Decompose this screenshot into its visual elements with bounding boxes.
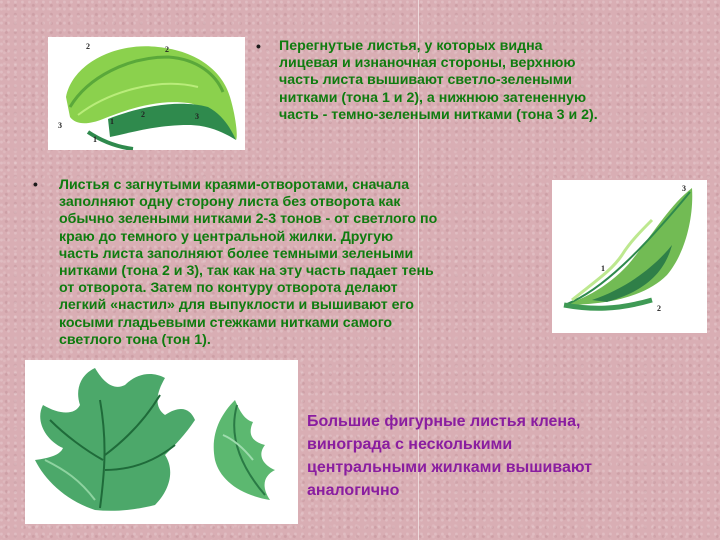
text-line: светлого тона (тон 1). bbox=[59, 331, 211, 348]
text-line: винограда с несколькими bbox=[307, 436, 513, 453]
large-leaves-note bbox=[307, 410, 592, 502]
label-1: 1 bbox=[601, 264, 605, 273]
text-line: часть листа заполняют более темными зелеными bbox=[59, 245, 414, 262]
text-line: краю до темного у центральной жилки. Другую bbox=[59, 228, 394, 245]
text-line: лицевая и изнаночная стороны, верхнюю bbox=[279, 55, 576, 72]
text-line: нитками (тона 2 и 3), так как на эту часть падает тень bbox=[59, 263, 434, 280]
text-line: Большие фигурные листья клена, bbox=[307, 413, 581, 430]
text-line: часть листа вышивают светло-зелеными bbox=[279, 72, 572, 89]
label-3-right: 3 bbox=[195, 112, 199, 121]
maple-leaf-illustration bbox=[25, 360, 298, 524]
label-3: 3 bbox=[682, 184, 686, 193]
bullet-1: • bbox=[256, 38, 261, 54]
text-line: обычно зелеными нитками 2-3 тонов - от светлого по bbox=[59, 211, 438, 228]
label-1-middle: 1 bbox=[110, 117, 114, 126]
label-2-middle: 2 bbox=[141, 110, 145, 119]
text-line: Листья с загнутыми краями-отворотами, сначала bbox=[59, 177, 410, 193]
folded-leaves-paragraph bbox=[279, 38, 598, 124]
curled-leaf-drawing bbox=[552, 180, 707, 333]
curled-leaf-illustration bbox=[552, 180, 707, 333]
text-line: Перегнутые листья, у которых видна bbox=[279, 38, 543, 54]
curled-edge-leaves-paragraph bbox=[59, 177, 437, 349]
text-line: центральными жилками вышивают bbox=[307, 459, 593, 476]
text-line: часть - темно-зелеными нитками (тона 3 и 2). bbox=[279, 106, 598, 123]
label-2-top: 2 bbox=[86, 42, 90, 51]
label-2: 2 bbox=[657, 304, 661, 313]
text-line: аналогично bbox=[307, 482, 400, 499]
label-3-left: 3 bbox=[58, 121, 62, 130]
text-line: косыми гладьевыми стежками нитками самого bbox=[59, 314, 393, 331]
maple-leaf-drawing bbox=[25, 360, 298, 524]
bullet-2: • bbox=[33, 176, 38, 192]
text-line: легкий «настил» для выпуклости и вышивают его bbox=[59, 297, 414, 314]
folded-leaf-drawing bbox=[48, 37, 245, 150]
text-line: от отворота. Затем по контуру отворота делают bbox=[59, 280, 398, 297]
text-line: нитками (тона 1 и 2), а нижнюю затененную bbox=[279, 89, 587, 106]
text-line: заполняют одну сторону листа без отворота как bbox=[59, 194, 401, 211]
folded-leaf-illustration bbox=[48, 37, 245, 150]
label-1-bottom: 1 bbox=[93, 135, 97, 144]
label-2-right: 2 bbox=[165, 45, 169, 54]
